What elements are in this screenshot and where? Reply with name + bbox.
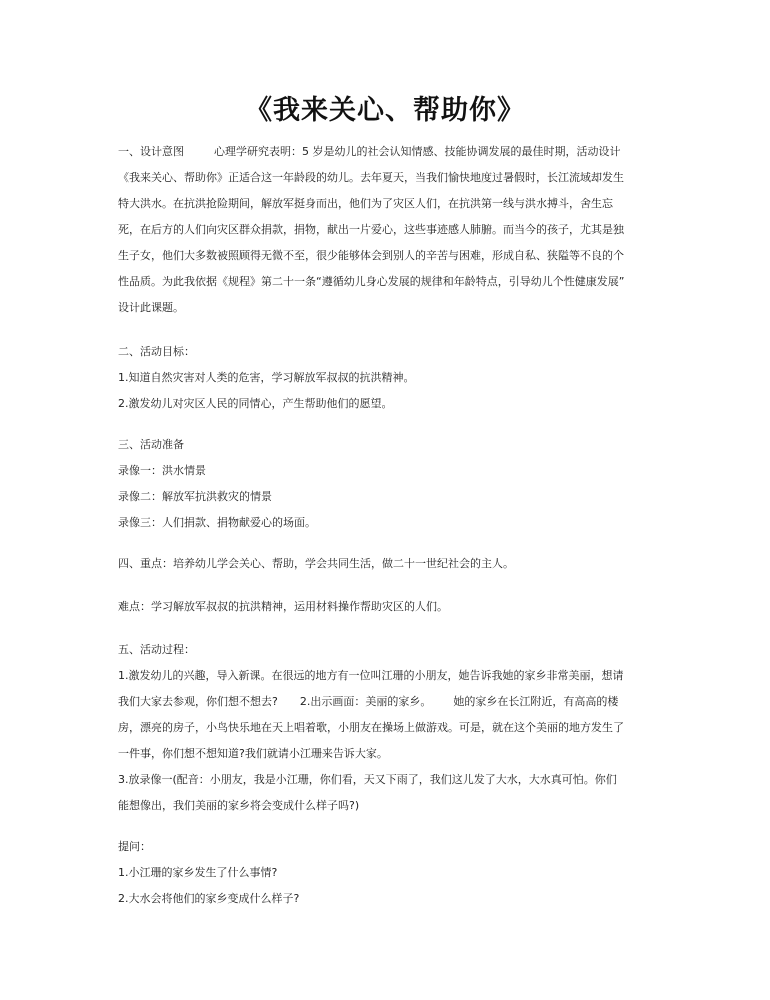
section-heading: 五、活动过程： [118,643,195,656]
section-activity-goals [118,339,653,417]
section-activity-process [118,637,653,819]
paragraph-line: 性品质。为此我依据《规程》第二十一条“遵循幼儿身心发展的规律和年龄特点，引导幼儿个性健康发展” [118,275,625,288]
section-questions [118,834,653,912]
paragraph-line: 生子女，他们大多数被照顾得无微不至，很少能够体会到别人的辛苦与困难，形成自私、狭隘等不良的个 [118,249,624,262]
list-item: 2.激发幼儿对灾区人民的同情心，产生帮助他们的愿望。 [118,397,393,410]
paragraph-line: 一、设计意图 心理学研究表明：5 岁是幼儿的社会认知情感、技能协调发展的最佳时期，活动设计 [118,145,621,158]
section-heading: 一、设计意图 [118,145,184,158]
section-design-intent [118,139,653,321]
list-item: 2.大水会将他们的家乡变成什么样子? [118,892,300,905]
paragraph-line: 3.放录像一(配音：小朋友，我是小江珊，你们看，天又下雨了，我们这儿发了大水，大水真可怕。你们 [118,773,617,786]
paragraph-line: 一件事，你们想不想知道?我们就请小江珊来告诉大家。 [118,747,388,760]
section-heading: 提问： [118,840,151,853]
paragraph-line: 我们大家去参观，你们想不想去? 2.出示画面：美丽的家乡。 她的家乡在长江附近，有高高的楼 [118,695,619,708]
paragraph-line: 房，漂亮的房子，小鸟快乐地在天上唱着歌，小朋友在操场上做游戏。可是，就在这个美丽的地方发生了 [118,721,624,734]
key-point-text: 四、重点：培养幼儿学会关心、帮助，学会共同生活，做二十一世纪社会的主人。 [118,557,514,570]
section-heading: 二、活动目标： [118,345,195,358]
list-item: 录像一：洪水情景 [118,464,206,477]
difficulty-text: 难点：学习解放军叔叔的抗洪精神，运用材料操作帮助灾区的人们。 [118,600,448,613]
list-item: 录像三：人们捐款、捐物献爱心的场面。 [118,516,316,529]
list-item: 1.小江珊的家乡发生了什么事情? [118,866,278,879]
paragraph-line: 特大洪水。在抗洪抢险期间，解放军挺身而出，他们为了灾区人们，在抗洪第一线与洪水搏斗，舍生忘 [118,197,613,210]
paragraph-line: 能想像出，我们美丽的家乡将会变成什么样子吗?) [118,799,360,812]
list-item: 1.知道自然灾害对人类的危害，学习解放军叔叔的抗洪精神。 [118,371,415,384]
paragraph-line: 死，在后方的人们向灾区群众捐款，捐物，献出一片爱心，这些事迹感人肺腑。而当今的孩子，尤其是独 [118,223,624,236]
paragraph-line: 1.激发幼儿的兴趣，导入新课。在很远的地方有一位叫江珊的小朋友，她告诉我她的家乡非常美丽，想请 [118,669,624,682]
section-key-point [118,551,653,577]
paragraph-line: 设计此课题。 [118,301,184,314]
document-title: 《我来关心、帮助你》 [245,95,525,126]
paragraph-line: 《我来关心、帮助你》正适合这一年龄段的幼儿。去年夏天，当我们愉快地度过暑假时，长江流域却发生 [118,171,624,184]
list-item: 录像二：解放军抗洪救灾的情景 [118,490,272,503]
section-difficulty [118,594,653,620]
section-heading: 三、活动准备 [118,438,184,451]
section-activity-preparation [118,432,653,536]
